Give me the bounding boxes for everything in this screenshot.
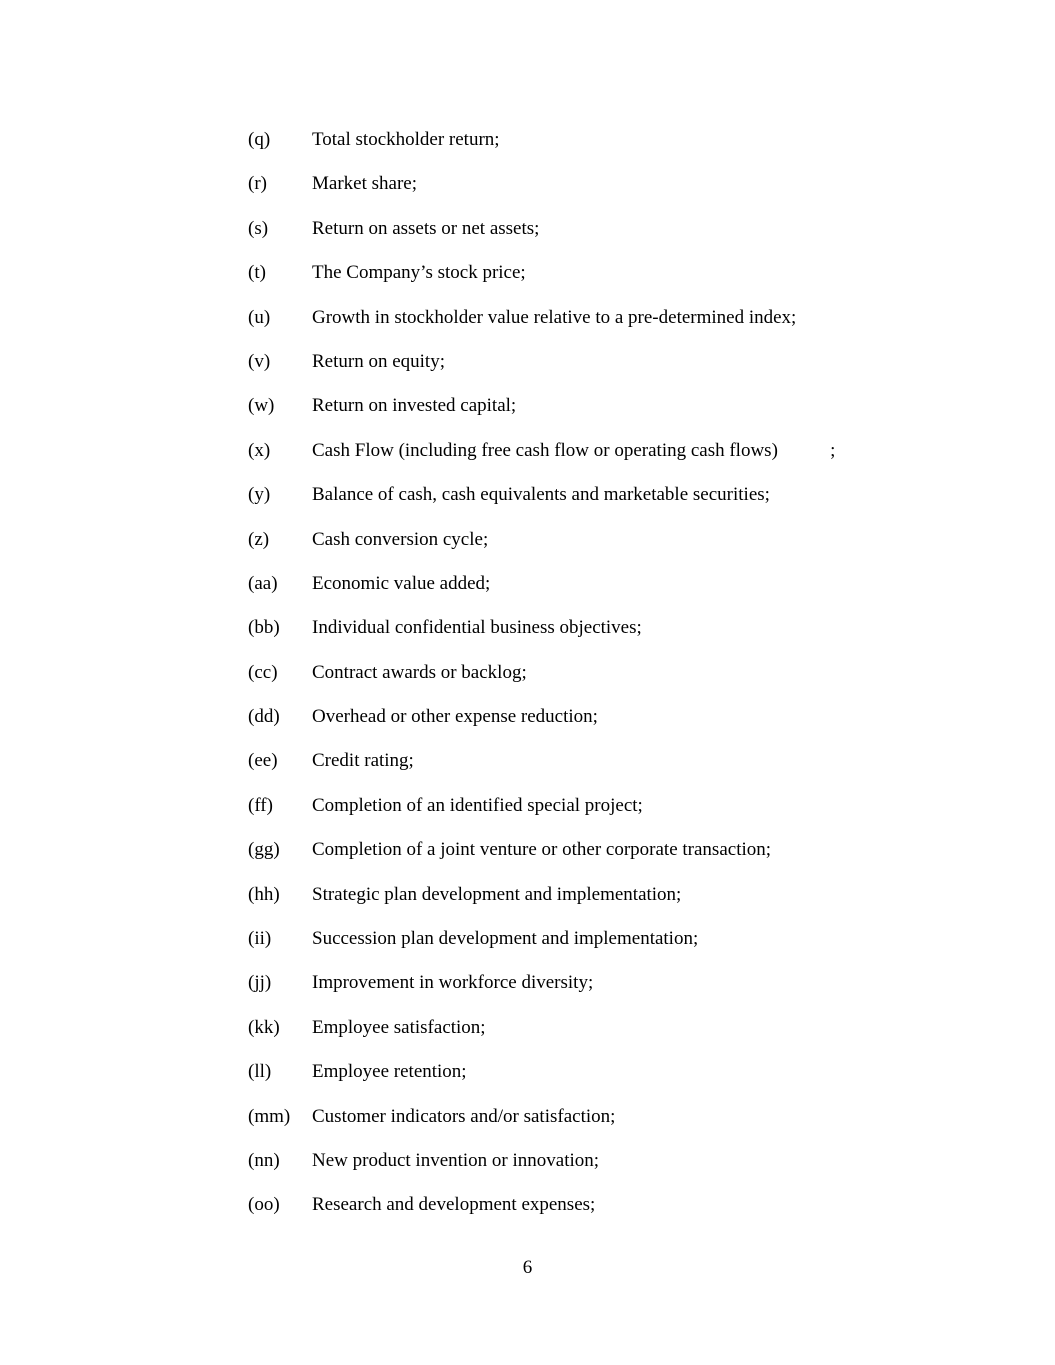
item-text: Completion of a joint venture or other corporate transaction; [312,839,772,861]
item-text: Market share; [312,173,417,195]
item-text: Strategic plan development and implementation; [312,883,682,905]
item-text: Balance of cash, cash equivalents and marketable securities; [312,484,770,506]
item-text: Research and development expenses; [312,1194,596,1216]
page-number: 6 [522,1257,533,1278]
item-letter-label: (v) [248,350,271,372]
item-text: Succession plan development and implementation; [312,928,699,950]
list-item [248,438,935,463]
item-letter-label: (cc) [248,661,278,683]
item-text: Return on assets or net assets; [312,217,540,239]
item-letter-label: (z) [248,528,270,550]
list-item [248,1192,935,1217]
item-letter-label: (aa) [248,572,278,594]
item-letter-label: (nn) [248,1149,280,1171]
list-item [248,1059,935,1084]
list-item [248,571,935,596]
item-letter-label: (s) [248,217,269,239]
item-letter-label: (ff) [248,794,273,816]
item-letter-label: (ll) [248,1061,272,1083]
item-text: New product invention or innovation; [312,1149,600,1171]
item-letter-label: (q) [248,129,271,150]
item-text: Cash Flow (including free cash flow or operating cash flows) ; [312,439,836,461]
item-text: Return on invested capital; [312,395,517,417]
item-text: Individual confidential business objectives; [312,617,642,639]
item-letter-label: (kk) [248,1016,280,1038]
list-item [248,349,935,374]
item-text: Cash conversion cycle; [312,528,489,550]
item-text: Growth in stockholder value relative to a pre-determined index; [312,306,797,328]
item-letter-label: (y) [248,484,271,506]
item-text: The Company’s stock price; [312,262,526,284]
list-item [248,793,935,818]
item-text: Total stockholder return; [312,129,500,150]
item-letter-label: (dd) [248,706,280,728]
list-item [248,393,935,418]
item-letter-label: (u) [248,306,271,328]
item-letter-label: (ii) [248,928,272,950]
list-item [248,305,935,330]
list-item [248,1148,935,1173]
item-text: Contract awards or backlog; [312,661,527,683]
item-text: Overhead or other expense reduction; [312,706,598,728]
list-item [248,704,935,729]
list-item [248,748,935,773]
item-text: Credit rating; [312,750,414,772]
item-letter-label: (bb) [248,617,280,639]
list-item [248,882,935,907]
item-text: Customer indicators and/or satisfaction; [312,1105,616,1127]
item-letter-label: (hh) [248,883,280,905]
list-item [248,260,935,285]
item-text: Employee retention; [312,1061,467,1083]
item-letter-label: (w) [248,395,275,417]
item-letter-label: (oo) [248,1194,280,1216]
list-item [248,926,935,951]
list-item [248,970,935,995]
list-item [248,127,935,152]
list-item [248,660,935,685]
item-letter-label: (jj) [248,972,272,994]
list-item [248,482,935,507]
item-text: Economic value added; [312,572,491,594]
item-letter-label: (gg) [248,839,280,861]
item-text: Employee satisfaction; [312,1016,486,1038]
item-text: Improvement in workforce diversity; [312,972,594,994]
lettered-list [248,127,935,1217]
list-item [248,615,935,640]
item-text: Completion of an identified special project; [312,794,643,816]
list-item [248,837,935,862]
item-text: Return on equity; [312,350,445,372]
item-letter-label: (t) [248,262,266,284]
list-item [248,171,935,196]
item-letter-label: (ee) [248,750,278,772]
list-item [248,527,935,552]
item-letter-label: (r) [248,173,267,195]
list-item [248,1015,935,1040]
item-letter-label: (x) [248,439,271,461]
list-item [248,216,935,241]
item-letter-label: (mm) [248,1105,291,1127]
list-item [248,1104,935,1129]
